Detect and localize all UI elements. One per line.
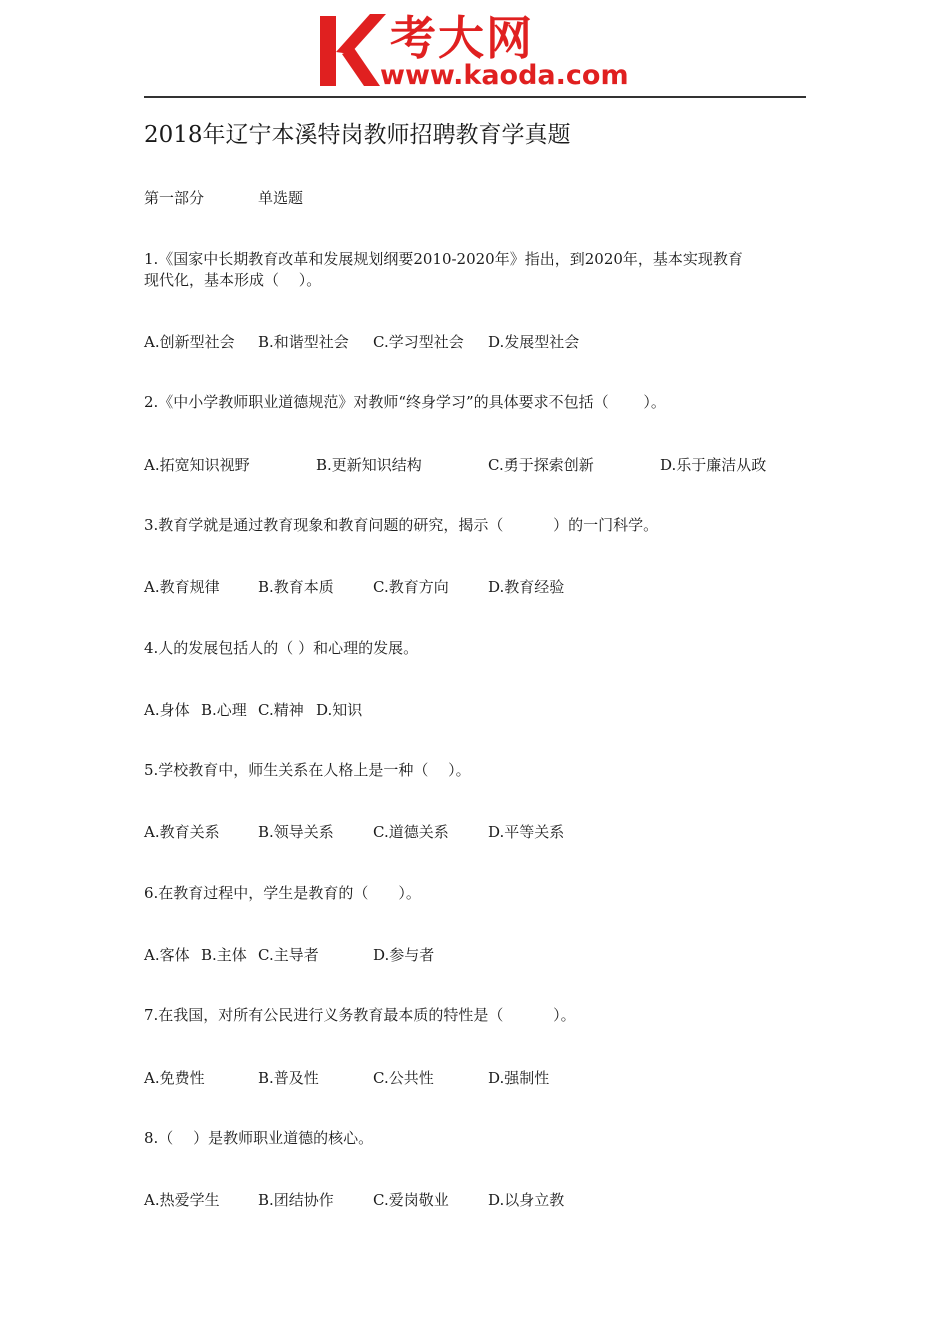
- section-part: 第一部分: [144, 189, 205, 207]
- question-6-option-d: D.参与者: [373, 946, 435, 964]
- k-logo-icon: [318, 12, 388, 90]
- question-4-stem: 4.人的发展包括人的（ ）和心理的发展。: [144, 639, 419, 657]
- question-4-option-c: C.精神: [258, 701, 304, 719]
- question-1-option-d: D.发展型社会: [488, 333, 580, 351]
- question-4-option-b: B.心理: [201, 701, 247, 719]
- question-5-option-c: C.道德关系: [373, 823, 449, 841]
- section-type: 单选题: [258, 189, 304, 207]
- question-8-option-d: D.以身立教: [488, 1191, 565, 1209]
- section-header: [144, 188, 303, 209]
- question-5-option-a: A.教育关系: [144, 823, 220, 841]
- question-1-option-a: A.创新型社会: [144, 333, 235, 351]
- question-7-option-b: B.普及性: [258, 1069, 319, 1087]
- question-1-stem-line-1: 1.《国家中长期教育改革和发展规划纲要2010-2020年》指出，到2020年，基本实现教育: [144, 250, 743, 268]
- question-8-option-a: A.热爱学生: [144, 1191, 220, 1209]
- question-1-option-c: C.学习型社会: [373, 333, 464, 351]
- question-6-option-c: C.主导者: [258, 946, 319, 964]
- question-7-option-a: A.免费性: [144, 1069, 205, 1087]
- document-title: 2018年辽宁本溪特岗教师招聘教育学真题: [144, 122, 571, 148]
- question-8-stem: 8.（ ）是教师职业道德的核心。: [144, 1129, 374, 1147]
- question-7-option-d: D.强制性: [488, 1069, 550, 1087]
- question-5-option-b: B.领导关系: [258, 823, 334, 841]
- question-3-option-a: A.教育规律: [144, 578, 220, 596]
- question-6-stem: 6.在教育过程中，学生是教育的（ ）。: [144, 884, 421, 902]
- question-2-option-c: C.勇于探索创新: [488, 456, 594, 474]
- question-3-stem: 3.教育学就是通过教育现象和教育问题的研究，揭示（ ）的一门科学。: [144, 516, 659, 534]
- question-8-option-c: C.爱岗敬业: [373, 1191, 449, 1209]
- logo-chinese-text: 考大网: [390, 11, 534, 65]
- question-1-stem-line-2: 现代化，基本形成（ ）。: [144, 271, 322, 289]
- question-2-stem: 2.《中小学教师职业道德规范》对教师“终身学习”的具体要求不包括（ ）。: [144, 393, 666, 411]
- question-4-option-d: D.知识: [316, 701, 363, 719]
- question-4-option-a: A.身体: [144, 701, 190, 719]
- question-3-option-c: C.教育方向: [373, 578, 449, 596]
- question-2-option-b: B.更新知识结构: [316, 456, 422, 474]
- question-2-option-d: D.乐于廉洁从政: [660, 456, 767, 474]
- logo-url-text: www.kaoda.com: [380, 60, 629, 91]
- question-2-option-a: A.拓宽知识视野: [144, 456, 250, 474]
- question-3-option-b: B.教育本质: [258, 578, 334, 596]
- question-5-stem: 5.学校教育中，师生关系在人格上是一种（ ）。: [144, 761, 471, 779]
- question-1-option-b: B.和谐型社会: [258, 333, 349, 351]
- question-6-option-a: A.客体: [144, 946, 190, 964]
- kaoda-logo[interactable]: [318, 8, 640, 92]
- question-5-option-d: D.平等关系: [488, 823, 565, 841]
- question-6-option-b: B.主体: [201, 946, 247, 964]
- question-7-stem: 7.在我国，对所有公民进行义务教育最本质的特性是（ ）。: [144, 1006, 576, 1024]
- question-3-option-d: D.教育经验: [488, 578, 565, 596]
- question-8-option-b: B.团结协作: [258, 1191, 334, 1209]
- question-7-option-c: C.公共性: [373, 1069, 434, 1087]
- header-divider: [144, 96, 806, 98]
